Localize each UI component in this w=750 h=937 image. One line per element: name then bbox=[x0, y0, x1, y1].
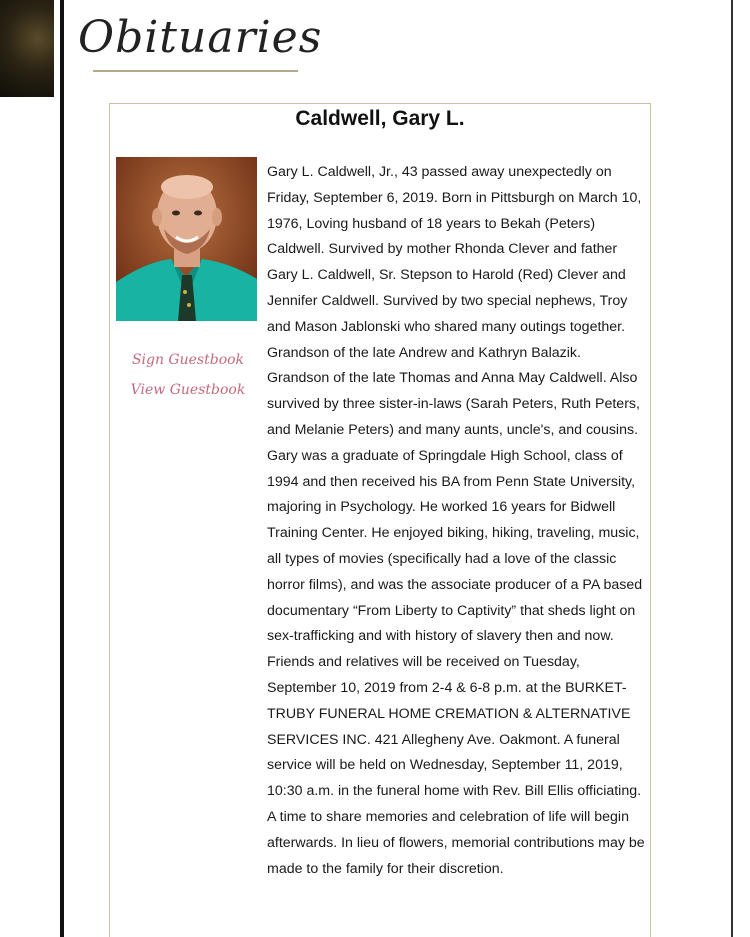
sign-guestbook-link[interactable]: Sign Guestbook bbox=[131, 352, 245, 368]
view-guestbook-link[interactable]: View Guestbook bbox=[130, 382, 246, 398]
deceased-name: Caldwell, Gary L. bbox=[295, 107, 465, 130]
right-divider bbox=[731, 0, 733, 937]
page-title: Obituaries bbox=[78, 12, 323, 63]
title-underline bbox=[93, 70, 298, 72]
obituary-text: Gary L. Caldwell, Jr., 43 passed away unexpectedly on Friday, September 6, 2019. Born in Pittsburgh on March 10, 1976, Loving husband of 18 years to Bekah (Peters) Caldwell. Survived by mother Rhonda Clever and father Gary L. Caldwell, Sr. Stepson to Harold (Red) Clever and Jennifer Caldwell. Survived by two special nephews, Troy and Mason Jablonski who shared many outings together. Grandson of the late Andrew and Kathryn Balazik. Grandson of the late Thomas and Anna May Caldwell. Also survived by three sister-in-laws (Sarah Peters, Ruth Peters, and Melanie Peters) and many aunts, uncle's, and cousins. Gary was a graduate of Springdale High School, class of 1994 and then received his BA from Penn State University, majoring in Psychology. He worked 16 years for Bidwell Training Center. He enjoyed biking, hiking, traveling, music, all types of movies (specifically had a love of the classic horror films), and was the associate producer of a PA based documentary “From Liberty to Captivity” that sheds light on sex-trafficking and with history of slavery then and now. Friends and relatives will be received on Tuesday, September 10, 2019 from 2-4 & 6-8 p.m. at the BURKET-TRUBY FUNERAL HOME CREMATION & ALTERNATIVE SERVICES INC. 421 Allegheny Ave. Oakmont. A funeral service will be held on Wednesday, September 11, 2019, 10:30 a.m. in the funeral home with Rev. Bill Ellis officiating. A time to share memories and celebration of life will begin afterwards. In lieu of flowers, memorial contributions may be made to the family for their discretion. bbox=[267, 164, 645, 877]
left-strip bbox=[0, 0, 60, 937]
decorative-photo bbox=[0, 0, 54, 97]
left-divider bbox=[60, 0, 64, 937]
portrait-photo bbox=[116, 157, 257, 321]
